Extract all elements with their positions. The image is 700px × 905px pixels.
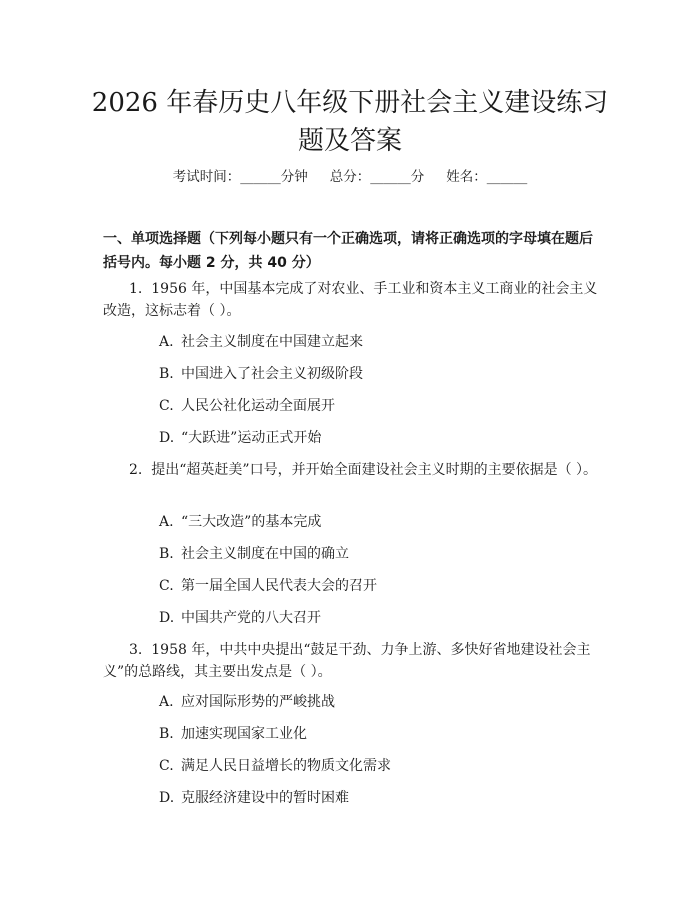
question-2-text: 提出“超英赶美”口号，并开始全面建设社会主义时期的主要依据是（ ）。 — [151, 462, 598, 478]
option-letter: D. — [159, 430, 175, 446]
page-title: 2026 年春历史八年级下册社会主义建设练习题及答案 — [91, 88, 609, 156]
question-2-option-a — [159, 512, 589, 532]
option-letter: D. — [159, 610, 175, 626]
question-2-option-b — [159, 544, 589, 564]
option-letter: D. — [159, 790, 175, 806]
option-text: 社会主义制度在中国建立起来 — [181, 334, 363, 350]
question-1-number: 1. — [129, 281, 152, 297]
option-letter: C. — [159, 758, 174, 774]
option-text: 应对国际形势的严峻挑战 — [181, 694, 335, 710]
question-1-option-c — [159, 396, 589, 416]
exam-time-field: 考试时间：______分钟 — [172, 169, 308, 185]
option-text: 第一届全国人民代表大会的召开 — [181, 578, 377, 594]
option-letter: C. — [159, 398, 174, 414]
question-3-option-a — [159, 692, 589, 712]
option-text: 中国进入了社会主义初级阶段 — [181, 366, 363, 382]
student-name-field: 姓名：______ — [446, 169, 528, 185]
option-text: “三大改造”的基本完成 — [181, 514, 322, 530]
section-heading: 一、单项选择题（下列每小题只有一个正确选项，请将正确选项的字母填在题后括号内。每小题 2 分，共 40 分） — [103, 231, 593, 271]
question-1-option-a — [159, 332, 589, 352]
question-3-option-d — [159, 788, 589, 808]
question-1-option-b — [159, 364, 589, 384]
question-2-stem — [103, 459, 603, 481]
option-text: 满足人民日益增长的物质文化需求 — [181, 758, 391, 774]
option-letter: B. — [159, 546, 174, 562]
question-3-option-b — [159, 724, 589, 744]
option-text: 人民公社化运动全面展开 — [181, 398, 335, 414]
option-text: 中国共产党的八大召开 — [181, 610, 321, 626]
option-letter: A. — [159, 334, 174, 350]
question-2-number: 2. — [129, 462, 143, 478]
option-letter: B. — [159, 726, 174, 742]
question-3-stem — [103, 639, 603, 683]
question-1-stem — [103, 278, 603, 322]
question-3-number: 3. — [129, 642, 143, 658]
question-2-option-c — [159, 576, 589, 596]
question-1-option-d — [159, 428, 589, 448]
question-3-option-c — [159, 756, 589, 776]
exam-meta — [0, 168, 700, 186]
option-letter: C. — [159, 578, 174, 594]
option-letter: B. — [159, 366, 174, 382]
option-letter: A. — [159, 694, 174, 710]
option-letter: A. — [159, 514, 174, 530]
total-score-field: 总分：______分 — [329, 169, 425, 185]
question-1-text: 1956 年，中国基本完成了对农业、手工业和资本主义工商业的社会主义改造，这标志着（ ）。 — [103, 281, 598, 319]
question-2-option-d — [159, 608, 589, 628]
option-text: 加速实现国家工业化 — [181, 726, 307, 742]
option-text: 社会主义制度在中国的确立 — [181, 546, 349, 562]
option-text: “大跃进”运动正式开始 — [181, 430, 322, 446]
option-text: 克服经济建设中的暂时困难 — [181, 790, 349, 806]
question-3-text: 1958 年，中共中央提出“鼓足干劲、力争上游、多快好省地建设社会主义”的总路线，其主要出发点是（ ）。 — [103, 642, 591, 680]
